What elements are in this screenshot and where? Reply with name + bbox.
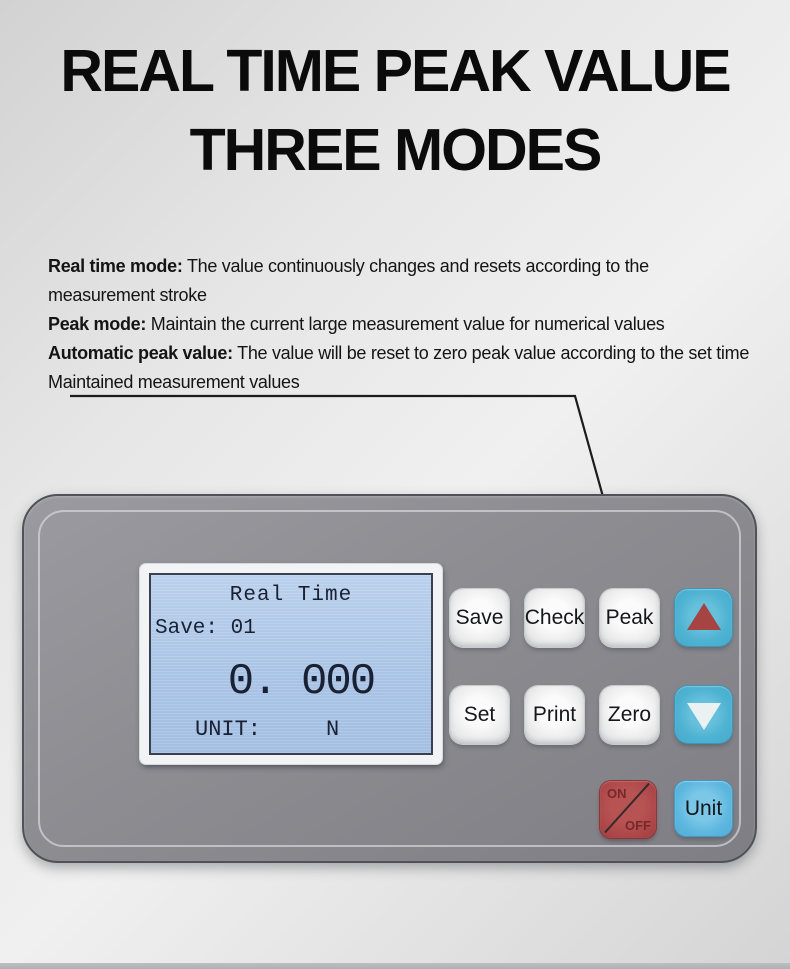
lcd-unit-label: UNIT:	[195, 717, 262, 742]
lcd-measurement-value: 0. 000	[227, 657, 375, 707]
lcd-unit-value: N	[326, 717, 340, 742]
save-button-label: Save	[455, 606, 504, 629]
power-on-off-button[interactable]	[600, 781, 656, 838]
lcd-save-slot: Save: 01	[155, 617, 256, 640]
down-arrow-button[interactable]	[675, 686, 732, 743]
description-text: Maintained measurement values	[48, 372, 300, 392]
description-label: Peak mode:	[48, 314, 147, 334]
description-line-realtime	[48, 252, 758, 310]
power-on-label: ON	[607, 786, 627, 801]
up-arrow-button[interactable]	[675, 589, 732, 646]
set-button-label: Set	[463, 703, 496, 726]
page-title-line2: THREE MODES	[189, 117, 601, 183]
check-button-label: Check	[524, 606, 585, 629]
unit-button-label: Unit	[684, 796, 723, 820]
power-off-label: OFF	[625, 818, 651, 833]
mode-descriptions	[48, 252, 758, 397]
force-gauge-front-panel	[22, 494, 757, 863]
lcd-screen	[149, 573, 433, 755]
save-button[interactable]	[450, 589, 509, 647]
page-title-line1: REAL TIME PEAK VALUE	[60, 38, 730, 104]
description-line-maintained	[48, 368, 758, 397]
page-title	[0, 32, 790, 190]
set-button[interactable]	[450, 686, 509, 744]
unit-button[interactable]	[675, 781, 732, 836]
down-triangle-icon	[687, 703, 721, 730]
description-text: Maintain the current large measurement value for numerical values	[150, 314, 665, 334]
description-text: The value continuously changes and resets according to the measurement stroke	[48, 256, 649, 305]
print-button[interactable]	[525, 686, 584, 744]
peak-button[interactable]	[600, 589, 659, 647]
zero-button-label: Zero	[607, 703, 652, 726]
description-label: Automatic peak value:	[48, 343, 233, 363]
description-label: Real time mode:	[48, 256, 183, 276]
lcd-display	[140, 564, 442, 764]
bottom-divider-bar	[0, 963, 790, 969]
check-button[interactable]	[525, 589, 584, 647]
lcd-mode-text: Real Time	[229, 584, 353, 607]
description-line-peak	[48, 310, 758, 339]
description-line-autopeak	[48, 339, 758, 368]
description-text: The value will be reset to zero peak value according to the set time	[237, 343, 750, 363]
up-triangle-icon	[687, 603, 721, 630]
zero-button[interactable]	[600, 686, 659, 744]
print-button-label: Print	[532, 703, 577, 726]
peak-button-label: Peak	[605, 606, 654, 629]
